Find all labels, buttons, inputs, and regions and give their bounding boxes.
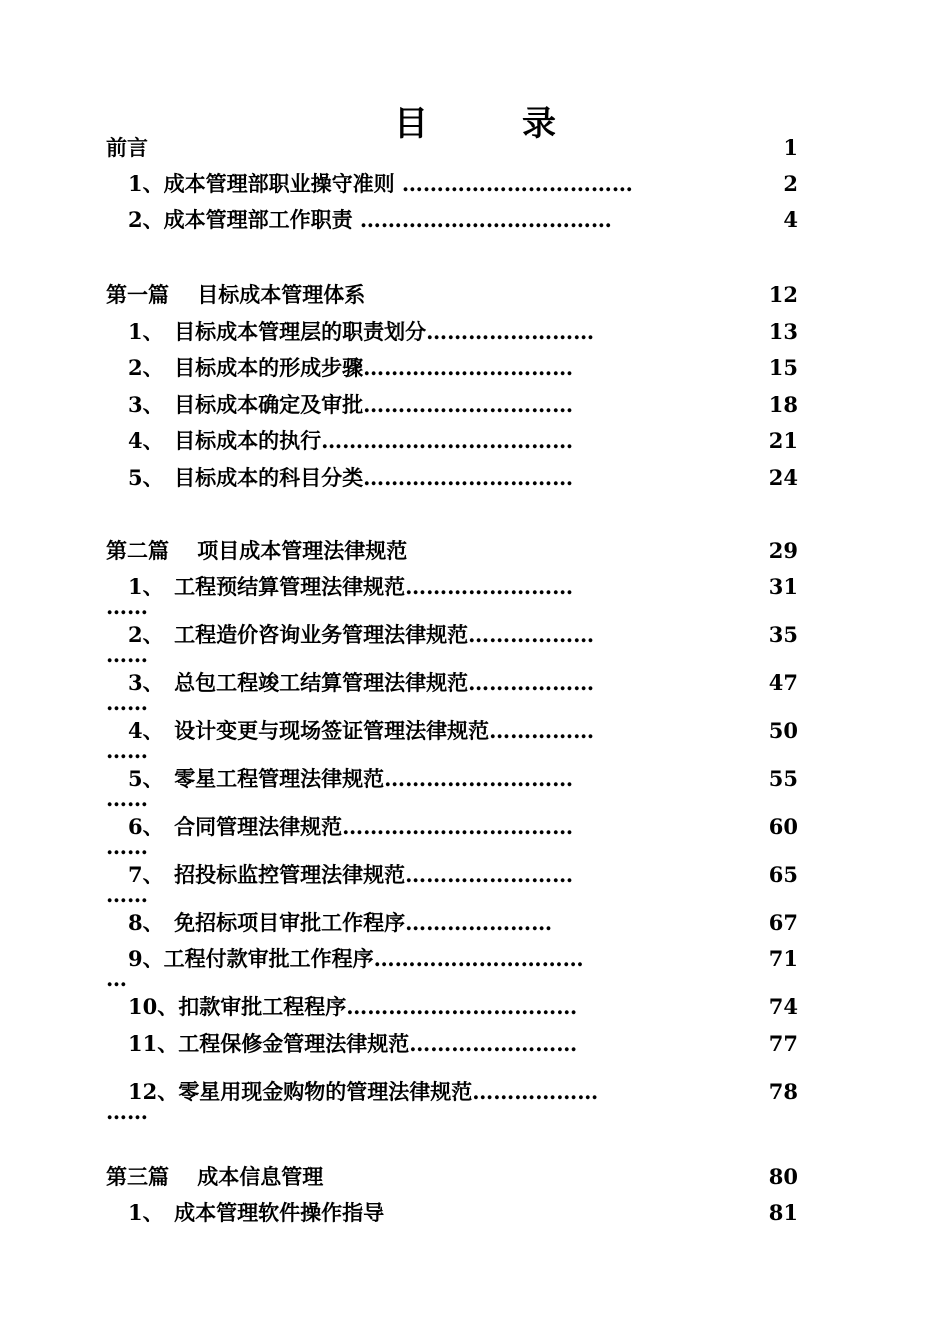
toc-entry-text: 9、工程付款审批工作程序………………………… [128, 946, 584, 971]
toc-entry-page: 78 [768, 1079, 798, 1104]
toc-entry-text: 8、 免招标项目审批工作程序………………… [128, 910, 553, 935]
toc-entry-text: 3、 总包工程竣工结算管理法律规范……………… [128, 670, 595, 695]
toc-leader-continuation: …… [106, 594, 148, 619]
toc-entry-text: 4、 目标成本的执行……………………………… [128, 428, 574, 453]
toc-entry-text: 1、 工程预结算管理法律规范…………………… [128, 574, 574, 599]
toc-entry-page: 81 [768, 1200, 798, 1225]
toc-leader-continuation: … [106, 966, 127, 991]
toc-entry-page: 71 [768, 946, 798, 971]
toc-entry-text: 1、 成本管理软件操作指导 [128, 1200, 385, 1225]
toc-entry-page: 31 [768, 574, 798, 599]
toc-entry-page: 2 [783, 171, 798, 196]
toc-entry-page: 13 [768, 319, 798, 344]
toc-entry-text: 前言 [106, 135, 148, 160]
toc-entry-page: 80 [768, 1164, 798, 1189]
toc-entry-text: 2、 目标成本的形成步骤………………………… [128, 355, 574, 380]
toc-entry-page: 77 [768, 1031, 798, 1056]
toc-entry-text: 5、 目标成本的科目分类………………………… [128, 465, 574, 490]
toc-entry-text: 1、成本管理部职业操守准则 …………………………… [128, 171, 633, 196]
toc-entry-page: 21 [768, 428, 798, 453]
toc-entry-text: 1、 目标成本管理层的职责划分…………………… [128, 319, 595, 344]
toc-entry-text: 2、成本管理部工作职责 ……………………………… [128, 207, 612, 232]
toc-entry-page: 47 [768, 670, 798, 695]
toc-part-text: 第一篇 目标成本管理体系 [106, 282, 366, 307]
toc-leader-continuation: …… [106, 690, 148, 715]
toc-entry-text: 6、 合同管理法律规范…………………………… [128, 814, 574, 839]
toc-entry-page: 65 [768, 862, 798, 887]
toc-leader-continuation: …… [106, 738, 148, 763]
toc-leader-continuation: …… [106, 882, 148, 907]
toc-entry-text: 7、 招投标监控管理法律规范…………………… [128, 862, 574, 887]
toc-entry-page: 29 [768, 538, 798, 563]
toc-entry-page: 1 [783, 135, 798, 160]
toc-entry-text: 10、扣款审批工程程序…………………………… [128, 994, 578, 1019]
toc-entry-text: 3、 目标成本确定及审批………………………… [128, 392, 574, 417]
toc-entry-page: 18 [768, 392, 798, 417]
document-title: 目 录 [394, 104, 586, 144]
toc-entry-page: 67 [768, 910, 798, 935]
toc-leader-continuation: …… [106, 1099, 148, 1124]
toc-entry-text: 2、 工程造价咨询业务管理法律规范……………… [128, 622, 595, 647]
toc-leader-continuation: …… [106, 642, 148, 667]
toc-leader-continuation: …… [106, 786, 148, 811]
toc-entry-page: 74 [768, 994, 798, 1019]
toc-entry-text: 11、工程保修金管理法律规范…………………… [128, 1031, 578, 1056]
toc-entry-text: 5、 零星工程管理法律规范……………………… [128, 766, 574, 791]
toc-entry-page: 4 [783, 207, 798, 232]
toc-entry-page: 15 [768, 355, 798, 380]
toc-entry-text: 12、零星用现金购物的管理法律规范……………… [128, 1079, 599, 1104]
toc-entry-page: 12 [768, 282, 798, 307]
toc-entry-text: 4、 设计变更与现场签证管理法律规范…………… [128, 718, 595, 743]
toc-part-text: 第二篇 项目成本管理法律规范 [106, 538, 408, 563]
toc-leader-continuation: …… [106, 834, 148, 859]
toc-entry-page: 50 [768, 718, 798, 743]
toc-part-text: 第三篇 成本信息管理 [106, 1164, 324, 1189]
toc-entry-page: 55 [768, 766, 798, 791]
toc-entry-page: 35 [768, 622, 798, 647]
toc-entry-page: 24 [768, 465, 798, 490]
toc-entry-page: 60 [768, 814, 798, 839]
